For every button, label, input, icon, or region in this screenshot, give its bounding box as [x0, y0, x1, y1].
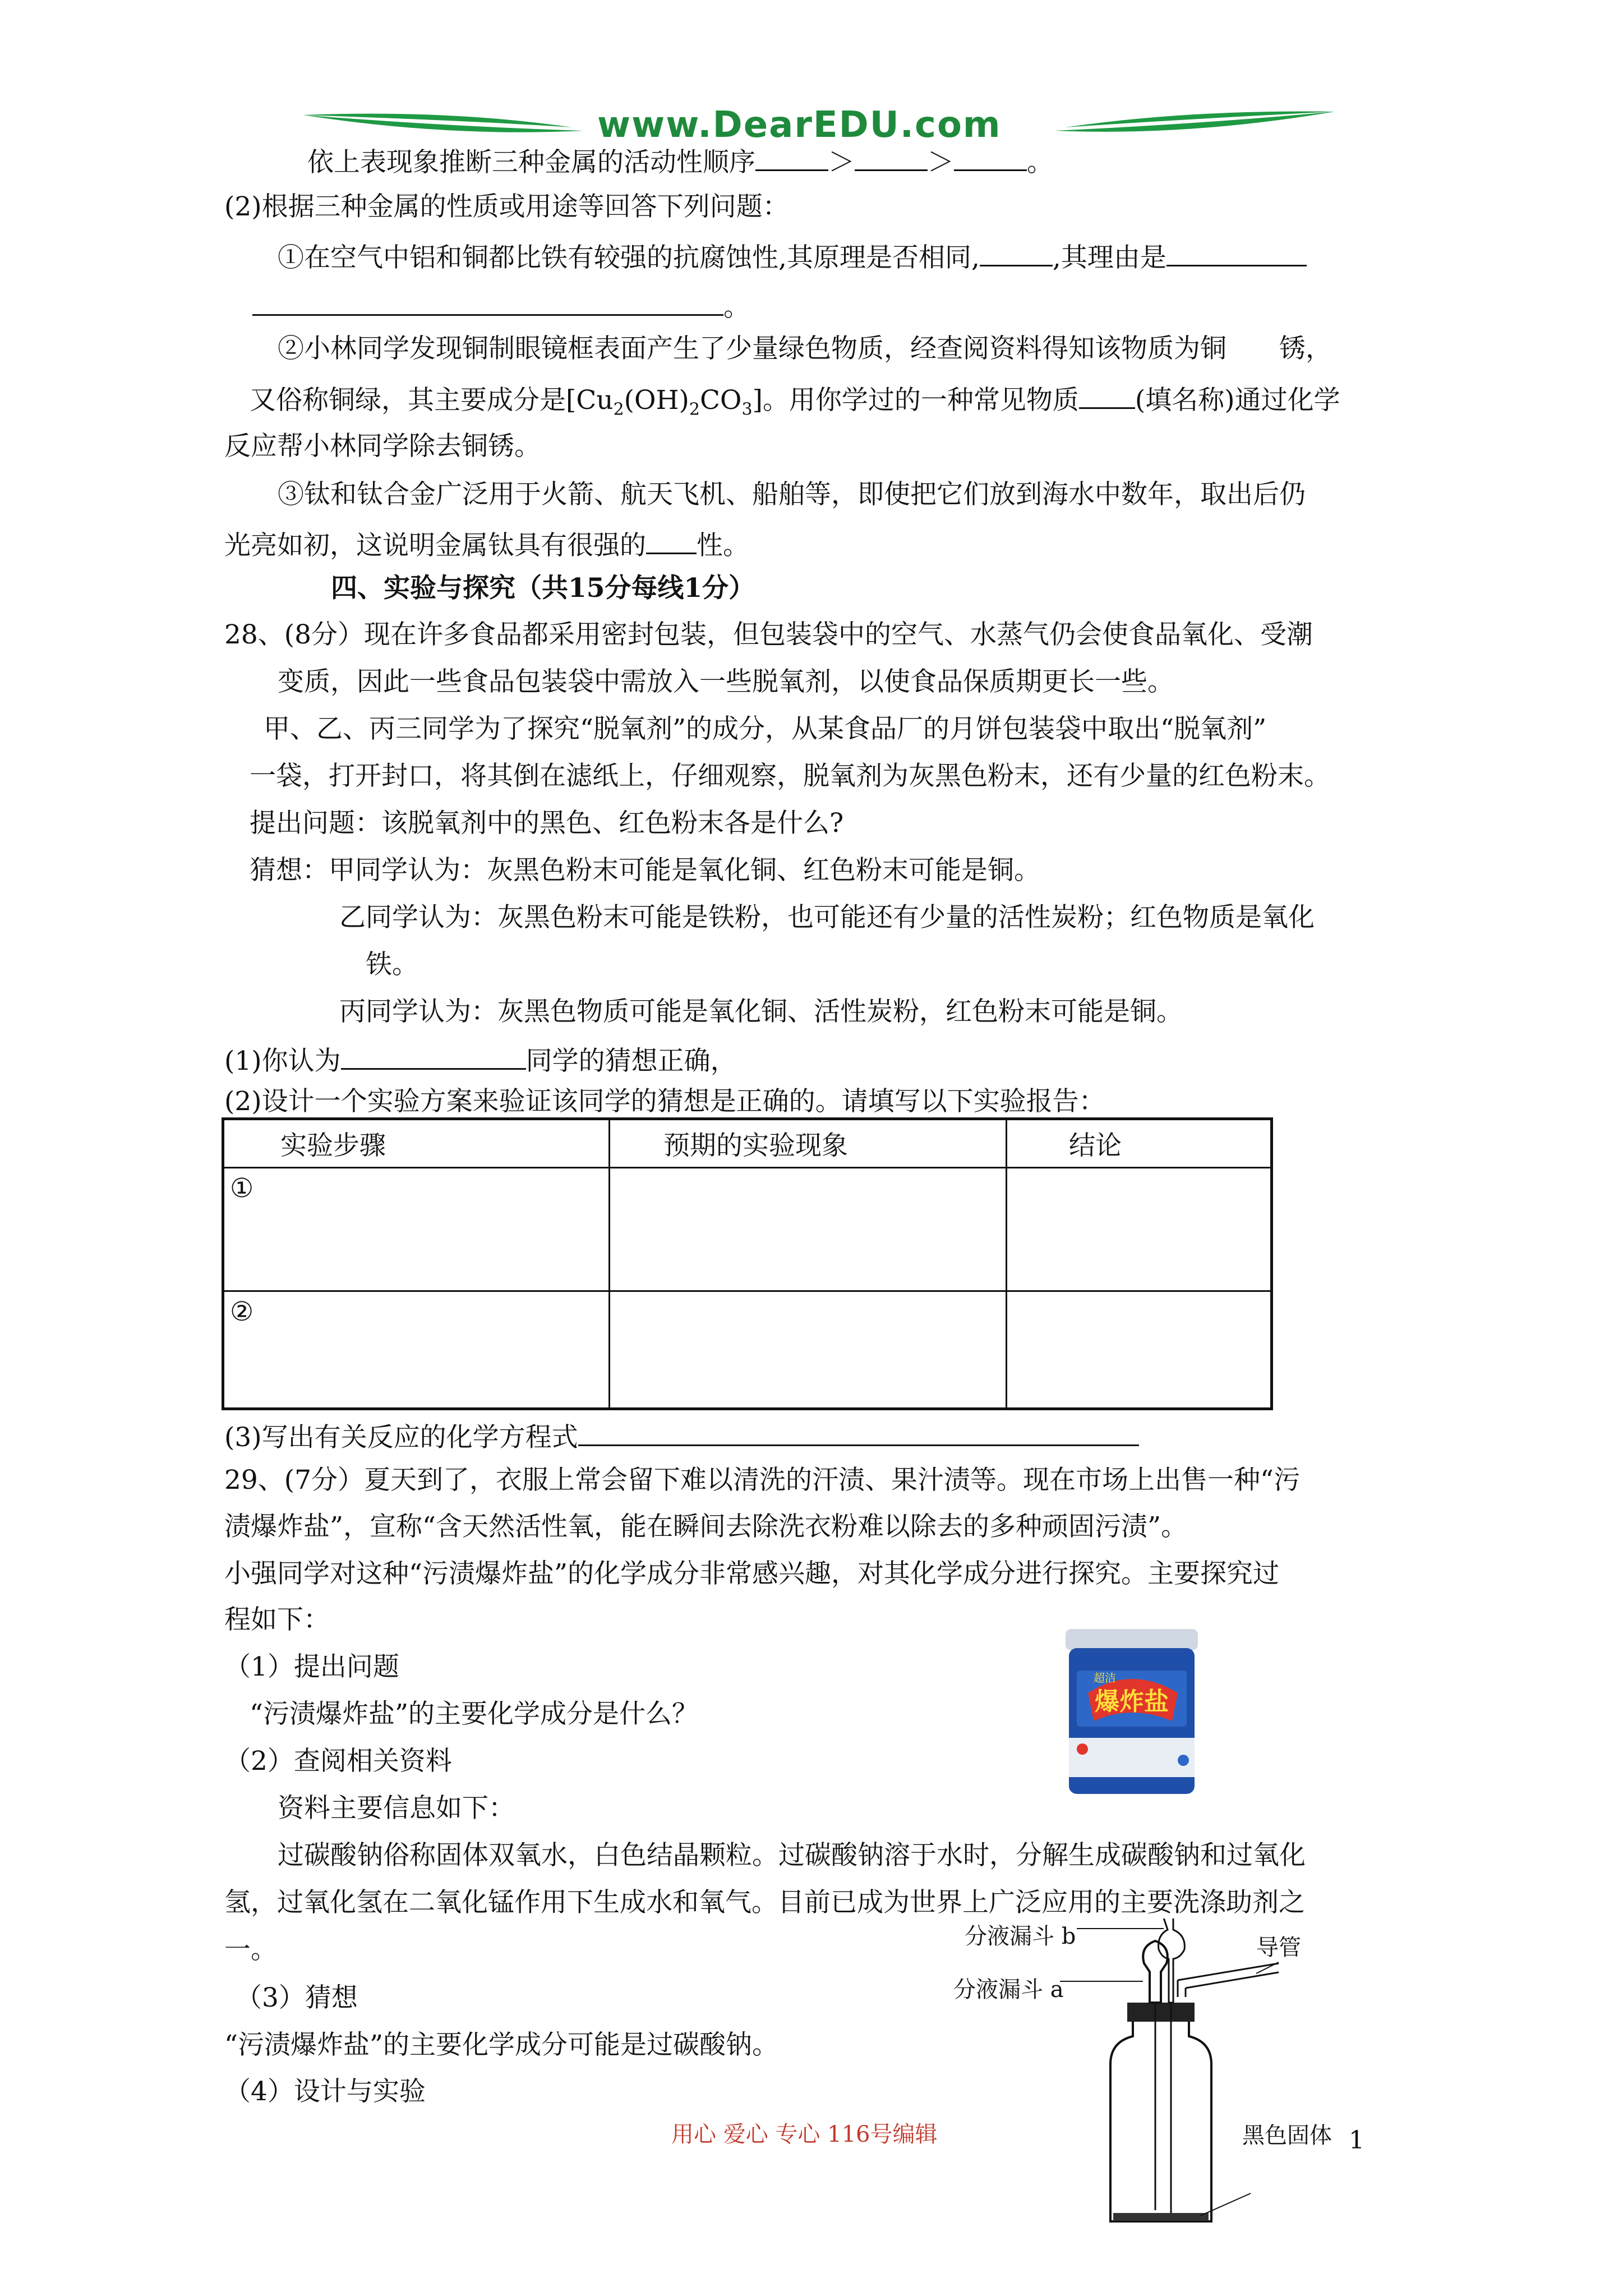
label-tube: 导管	[1256, 1935, 1301, 1961]
question-28-2: (2)设计一个实验方案来验证该同学的猜想是正确的。请填写以下实验报告：	[224, 1086, 1105, 1117]
label-funnel-a: 分液漏斗 a	[953, 1977, 1064, 2003]
question-29-3: （3）猜想	[236, 1982, 358, 2013]
question-28-1: (1)你认为 同学的猜想正确，	[224, 1046, 737, 1076]
question-28-e: 提出问题：该脱氧剂中的黑色、红色粉末各是什么?	[250, 808, 844, 839]
table-row	[223, 1168, 1272, 1291]
question-28-b: 变质，因此一些食品包装袋中需放入一些脱氧剂，以使食品保质期更长一些。	[278, 666, 1174, 697]
question-28-f: 猜想：甲同学认为：灰黑色粉末可能是氧化铜、红色粉末可能是铜。	[250, 855, 1040, 886]
question-2-1: ①在空气中铝和铜都比铁有较强的抗腐蚀性,其原理是否相同, ,其理由是	[278, 242, 1307, 271]
page-number: 1	[1349, 2126, 1364, 2155]
question-28-i: 丙同学认为：灰黑色物质可能是氧化铜、活性炭粉，红色粉末可能是铜。	[339, 996, 1183, 1027]
table-header-conclusion: 结论	[1007, 1119, 1272, 1168]
question-29-2-d: 一。	[224, 1934, 277, 1965]
section-4-heading: 四、实验与探究（共15分每线1分）	[331, 573, 755, 604]
table-cell-step[interactable]: ②	[223, 1291, 610, 1409]
table-cell-conclusion[interactable]	[1007, 1291, 1272, 1409]
question-29-c: 小强同学对这种“污渍爆炸盐”的化学成分非常感兴趣，对其化学成分进行探究。主要探究过	[224, 1558, 1280, 1589]
question-28-d: 一袋，打开封口，将其倒在滤纸上，仔细观察，脱氧剂为灰黑色粉末，还有少量的红色粉末。	[250, 761, 1330, 792]
question-28-c: 甲、乙、丙三同学为了探究“脱氧剂”的成分，从某食品厂的月饼包装袋中取出“脱氧剂”	[264, 714, 1267, 744]
line-activity-order: 依上表现象推断三种金属的活动性顺序 ＞ ＞ 。	[307, 147, 1053, 178]
question-28-g: 乙同学认为：灰黑色粉末可能是铁粉，也可能还有少量的活性炭粉；红色物质是氧化	[339, 902, 1315, 933]
question-29-b: 渍爆炸盐”，宣称“含天然活性氧，能在瞬间去除洗衣粉难以除去的多种顽固污渍”。	[224, 1511, 1188, 1542]
question-29-3-a: “污渍爆炸盐”的主要化学成分可能是过碳酸钠。	[224, 2030, 779, 2060]
label-funnel-b: 分液漏斗 b	[965, 1924, 1076, 1949]
question-29-2-b: 过碳酸钠俗称固体双氧水，白色结晶颗粒。过碳酸钠溶于水时，分解生成碳酸钠和过氧化	[278, 1840, 1306, 1871]
table-cell-phenomenon[interactable]	[610, 1168, 1007, 1291]
question-2-3-b: 光亮如初，这说明金属钛具有很强的 性。	[224, 530, 749, 561]
page-footer: 用心 爱心 专心 116号编辑	[671, 2122, 938, 2147]
table-row	[223, 1291, 1272, 1409]
table-header-step: 实验步骤	[223, 1119, 610, 1168]
question-2-intro: (2)根据三种金属的性质或用途等回答下列问题：	[224, 191, 789, 222]
apparatus-diagram	[965, 1918, 1391, 2233]
question-29-2-c: 氢，过氧化氢在二氧化锰作用下生成水和氧气。目前已成为世界上广泛应用的主要洗涤助剂之	[224, 1887, 1305, 1918]
question-28-a: 28、(8分）现在许多食品都采用密封包装，但包装袋中的空气、水蒸气仍会使食品氧化、受潮	[224, 619, 1313, 650]
question-2-2: ②小林同学发现铜制眼镜框表面产生了少量绿色物质，经查阅资料得知该物质为铜 锈，	[278, 333, 1332, 364]
question-28-3: (3)写出有关反应的化学方程式	[224, 1422, 1139, 1451]
question-29-2-a: 资料主要信息如下：	[278, 1793, 515, 1824]
question-29-2: （2）查阅相关资料	[224, 1746, 452, 1777]
table-cell-phenomenon[interactable]	[610, 1291, 1007, 1409]
question-2-2-c: 反应帮小林同学除去铜锈。	[224, 431, 541, 462]
product-photo	[1054, 1626, 1209, 1801]
question-2-3: ③钛和钛合金广泛用于火箭、航天飞机、船舶等，即使把它们放到海水中数年，取出后仍	[278, 479, 1306, 510]
experiment-report-table	[222, 1117, 1273, 1410]
question-28-h: 铁。	[366, 949, 418, 980]
question-2-2-b: 又俗称铜绿，其主要成分是$[Cu_2(OH)_2CO_3]$。用你学过的一种常见物质 (填名称)通过化学	[250, 385, 1340, 420]
question-29-4: （4）设计与实验	[224, 2076, 426, 2107]
question-29-d: 程如下：	[224, 1604, 330, 1635]
question-29-1-q: “污渍爆炸盐”的主要化学成分是什么？	[250, 1699, 699, 1729]
table-header-phenomenon: 预期的实验现象	[610, 1119, 1007, 1168]
table-cell-step[interactable]: ①	[223, 1168, 610, 1291]
question-29-1: （1）提出问题	[224, 1651, 399, 1682]
product-brand: 超洁	[1094, 1671, 1116, 1685]
table-cell-conclusion[interactable]	[1007, 1168, 1272, 1291]
label-black-solid: 黑色固体	[1242, 2123, 1332, 2148]
site-logo-text[interactable]: www.DearEDU.com	[597, 104, 1002, 146]
product-label: 爆炸盐	[1095, 1687, 1169, 1716]
question-29-a: 29、(7分）夏天到了，衣服上常会留下难以清洗的汗渍、果汁渍等。现在市场上出售一种“污	[224, 1465, 1301, 1496]
question-2-1-cont: 。	[252, 292, 750, 320]
